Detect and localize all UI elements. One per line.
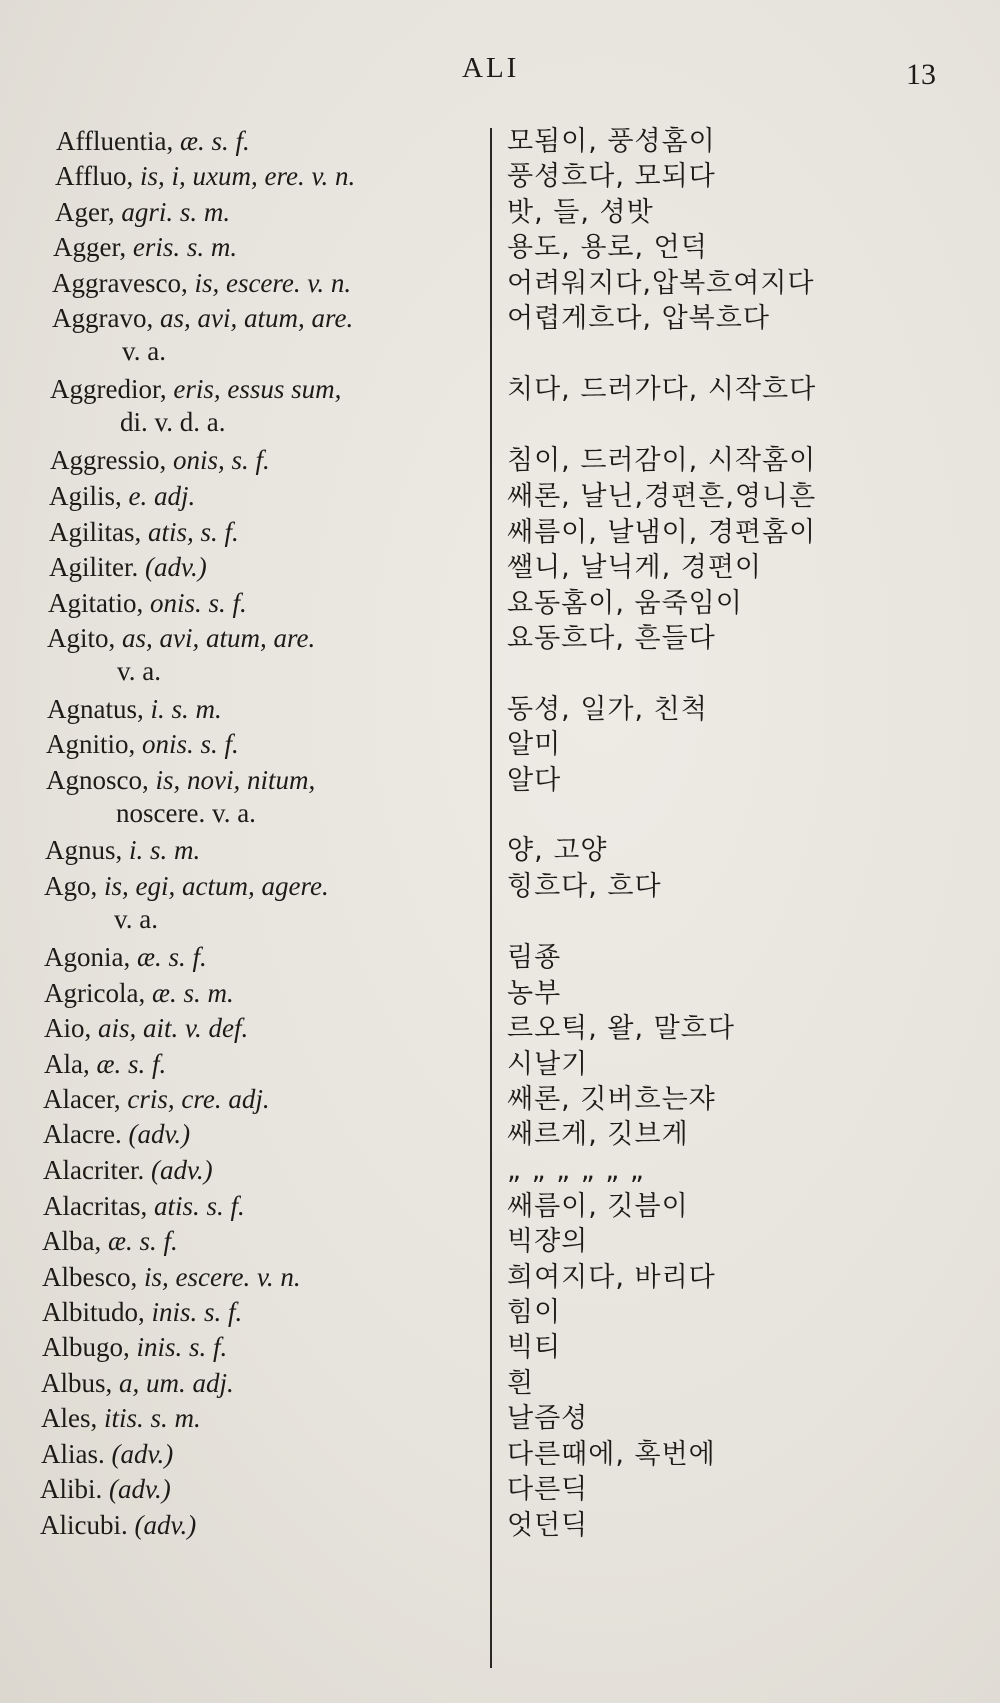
headword: Agnus, — [45, 835, 123, 865]
headword: Aggravesco, — [52, 268, 188, 298]
latin-headword — [44, 1012, 484, 1045]
korean-gloss: 양, 고양 — [507, 835, 608, 866]
grammar-forms: ais, ait. v. def. — [98, 1013, 249, 1043]
latin-headword — [43, 1190, 483, 1223]
korean-gloss: 날즘셩 — [507, 1403, 589, 1434]
korean-gloss: 희여지다, 바리다 — [507, 1262, 716, 1293]
headword: Aggravo, — [52, 303, 154, 333]
headword: Agricola, — [44, 978, 146, 1008]
grammar-forms: i. s. m. — [150, 694, 222, 724]
headword: Alicubi. — [40, 1510, 128, 1540]
korean-gloss: 밧, 들, 셩밧 — [507, 197, 654, 228]
continuation-line: v. a. — [117, 656, 161, 686]
headword: Ager, — [55, 197, 115, 227]
korean-gloss: 시날기 — [507, 1049, 589, 1080]
latin-headword — [44, 870, 484, 936]
latin-headword — [52, 302, 492, 368]
headword: Alacritas, — [43, 1191, 148, 1221]
headword: Ala, — [44, 1049, 90, 1079]
grammar-forms: i. s. m. — [129, 835, 201, 865]
grammar-forms: eris. s. m. — [132, 232, 238, 262]
grammar-forms: is, i, uxum, ere. v. n. — [140, 161, 356, 191]
headword: Agiliter. — [49, 552, 139, 582]
latin-headword — [40, 1509, 480, 1542]
korean-gloss: 용도, 용로, 언덕 — [507, 232, 708, 263]
korean-gloss: 흰 — [507, 1368, 535, 1399]
grammar-forms: atis, s. f. — [148, 517, 239, 547]
latin-headword — [55, 160, 495, 193]
korean-gloss: 침이, 드러감이, 시작홈이 — [507, 445, 817, 476]
latin-headword — [42, 1225, 482, 1258]
korean-gloss: 쌔름이, 날냄이, 경편홈이 — [507, 517, 817, 548]
korean-gloss: 어렵게흐다, 압복흐다 — [507, 303, 770, 334]
headword: Alias. — [41, 1439, 105, 1469]
korean-gloss: 모됨이, 풍셩홈이 — [507, 126, 716, 157]
grammar-forms: is, novi, nitum, — [155, 765, 316, 795]
grammar-forms: æ. s. m. — [151, 978, 234, 1008]
headword: Affluo, — [55, 161, 134, 191]
grammar-forms: atis. s. f. — [153, 1191, 245, 1221]
headword: Agitatio, — [48, 588, 144, 618]
headword: Aggressio, — [50, 445, 167, 475]
latin-headword — [44, 1048, 484, 1081]
korean-gloss: 엇던딕 — [507, 1510, 589, 1541]
grammar-forms: (adv.) — [109, 1474, 171, 1504]
latin-headword — [42, 1261, 482, 1294]
grammar-forms: a, um. adj. — [119, 1368, 234, 1398]
continuation-line: v. a. — [122, 336, 166, 366]
korean-gloss: 요동홈이, 움죽임이 — [507, 588, 743, 619]
korean-gloss: 어려워지다,압복흐여지다 — [507, 268, 815, 299]
grammar-forms: æ. s. f. — [96, 1049, 167, 1079]
latin-headword — [55, 196, 495, 229]
latin-headword — [40, 1473, 480, 1506]
latin-headword — [49, 480, 489, 513]
latin-headword — [49, 551, 489, 584]
korean-gloss: 동셩, 일가, 친척 — [507, 694, 708, 725]
headword: Albesco, — [42, 1262, 138, 1292]
headword: Aio, — [44, 1013, 92, 1043]
headword: Agnosco, — [46, 765, 149, 795]
grammar-forms: (adv.) — [134, 1510, 197, 1540]
headword: Alacre. — [43, 1119, 122, 1149]
headword: Albitudo, — [42, 1297, 145, 1327]
latin-headword — [42, 1296, 482, 1329]
grammar-forms: æ. s. f. — [179, 126, 250, 156]
headword: Agito, — [47, 623, 116, 653]
latin-headword — [41, 1367, 481, 1400]
korean-gloss: 빅쟝의 — [507, 1226, 589, 1257]
continuation-line: noscere. v. a. — [116, 798, 256, 828]
korean-gloss: 림죵 — [507, 942, 562, 973]
grammar-forms: cris, cre. adj. — [127, 1084, 270, 1114]
headword: Alibi. — [40, 1474, 103, 1504]
grammar-forms: æ. s. f. — [136, 942, 207, 972]
korean-gloss: 알다 — [507, 765, 562, 796]
headword: Agonia, — [44, 942, 131, 972]
latin-headword — [56, 125, 496, 158]
latin-headword — [42, 1331, 482, 1364]
grammar-forms: onis. s. f. — [142, 729, 239, 759]
korean-gloss: 힝흐다, 흐다 — [507, 871, 662, 902]
korean-gloss: 쌔름이, 깃븜이 — [507, 1191, 689, 1222]
korean-gloss: 힘이 — [507, 1297, 562, 1328]
continuation-line: v. a. — [114, 904, 158, 934]
headword: Agilitas, — [49, 517, 142, 547]
latin-headword — [46, 764, 486, 830]
headword: Alacriter. — [43, 1155, 145, 1185]
grammar-forms: (adv.) — [145, 552, 207, 582]
grammar-forms: (adv.) — [111, 1439, 174, 1469]
grammar-forms: is, egi, actum, agere. — [104, 871, 329, 901]
korean-gloss: 쌔르게, 깃브게 — [507, 1119, 689, 1150]
grammar-forms: (adv.) — [128, 1119, 191, 1149]
latin-headword — [50, 373, 490, 439]
headword: Agilis, — [49, 481, 122, 511]
page-number: 13 — [906, 58, 936, 91]
grammar-forms: e. adj. — [128, 481, 196, 511]
grammar-forms: onis. s. f. — [150, 588, 247, 618]
korean-gloss: „ „ „ „ „ „ — [507, 1155, 645, 1186]
latin-headword — [44, 941, 484, 974]
latin-headword — [41, 1402, 481, 1435]
korean-gloss: 다른때에, 혹번에 — [507, 1439, 716, 1470]
headword: Albus, — [41, 1368, 113, 1398]
running-title: ALI — [462, 52, 520, 84]
latin-headword — [49, 516, 489, 549]
grammar-forms: itis. s. m. — [104, 1403, 201, 1433]
headword: Ago, — [44, 871, 98, 901]
grammar-forms: inis. s. f. — [136, 1332, 228, 1362]
headword: Alba, — [42, 1226, 102, 1256]
korean-gloss: 풍셩흐다, 모되다 — [507, 161, 716, 192]
headword: Agnitio, — [46, 729, 136, 759]
latin-headword — [46, 728, 486, 761]
grammar-forms: as, avi, atum, are. — [122, 623, 316, 653]
latin-headword — [50, 444, 490, 477]
latin-headword — [43, 1118, 483, 1151]
continuation-line: di. v. d. a. — [120, 407, 226, 437]
latin-headword — [41, 1438, 481, 1471]
headword: Affluentia, — [56, 126, 174, 156]
latin-headword — [43, 1083, 483, 1116]
grammar-forms: is, escere. v. n. — [194, 268, 352, 298]
korean-gloss: 다른딕 — [507, 1474, 589, 1505]
latin-headword — [52, 267, 492, 300]
grammar-forms: as, avi, atum, are. — [159, 303, 354, 333]
grammar-forms: (adv.) — [150, 1155, 213, 1185]
latin-headword — [47, 622, 487, 688]
headword: Alacer, — [43, 1084, 121, 1114]
korean-gloss: 르오틱, 왈, 말흐다 — [507, 1013, 735, 1044]
latin-headword — [48, 587, 488, 620]
headword: Aggredior, — [50, 374, 167, 404]
korean-gloss: 요동흐다, 흔들다 — [507, 623, 716, 654]
grammar-forms: is, escere. v. n. — [143, 1262, 301, 1292]
latin-headword — [44, 977, 484, 1010]
latin-headword — [47, 693, 487, 726]
headword: Ales, — [41, 1403, 98, 1433]
grammar-forms: æ. s. f. — [107, 1226, 178, 1256]
latin-headword — [45, 834, 485, 867]
grammar-forms: eris, essus sum, — [173, 374, 342, 404]
korean-gloss: 치다, 드러가다, 시작흐다 — [507, 374, 817, 405]
grammar-forms: onis, s. f. — [173, 445, 270, 475]
headword: Agger, — [53, 232, 127, 262]
latin-headword — [53, 231, 493, 264]
headword: Agnatus, — [47, 694, 144, 724]
korean-gloss: 쌔론, 날닌,경편흔,영니흔 — [507, 481, 817, 512]
latin-headword — [43, 1154, 483, 1187]
korean-gloss: 쌜니, 날닉게, 경편이 — [507, 552, 762, 583]
headword: Albugo, — [42, 1332, 130, 1362]
grammar-forms: inis. s. f. — [151, 1297, 243, 1327]
korean-gloss: 알미 — [507, 729, 562, 760]
grammar-forms: agri. s. m. — [121, 197, 231, 227]
korean-gloss: 농부 — [507, 978, 562, 1009]
korean-gloss: 빅티 — [507, 1332, 562, 1363]
korean-gloss: 쌔론, 깃버흐는쟈 — [507, 1084, 716, 1115]
